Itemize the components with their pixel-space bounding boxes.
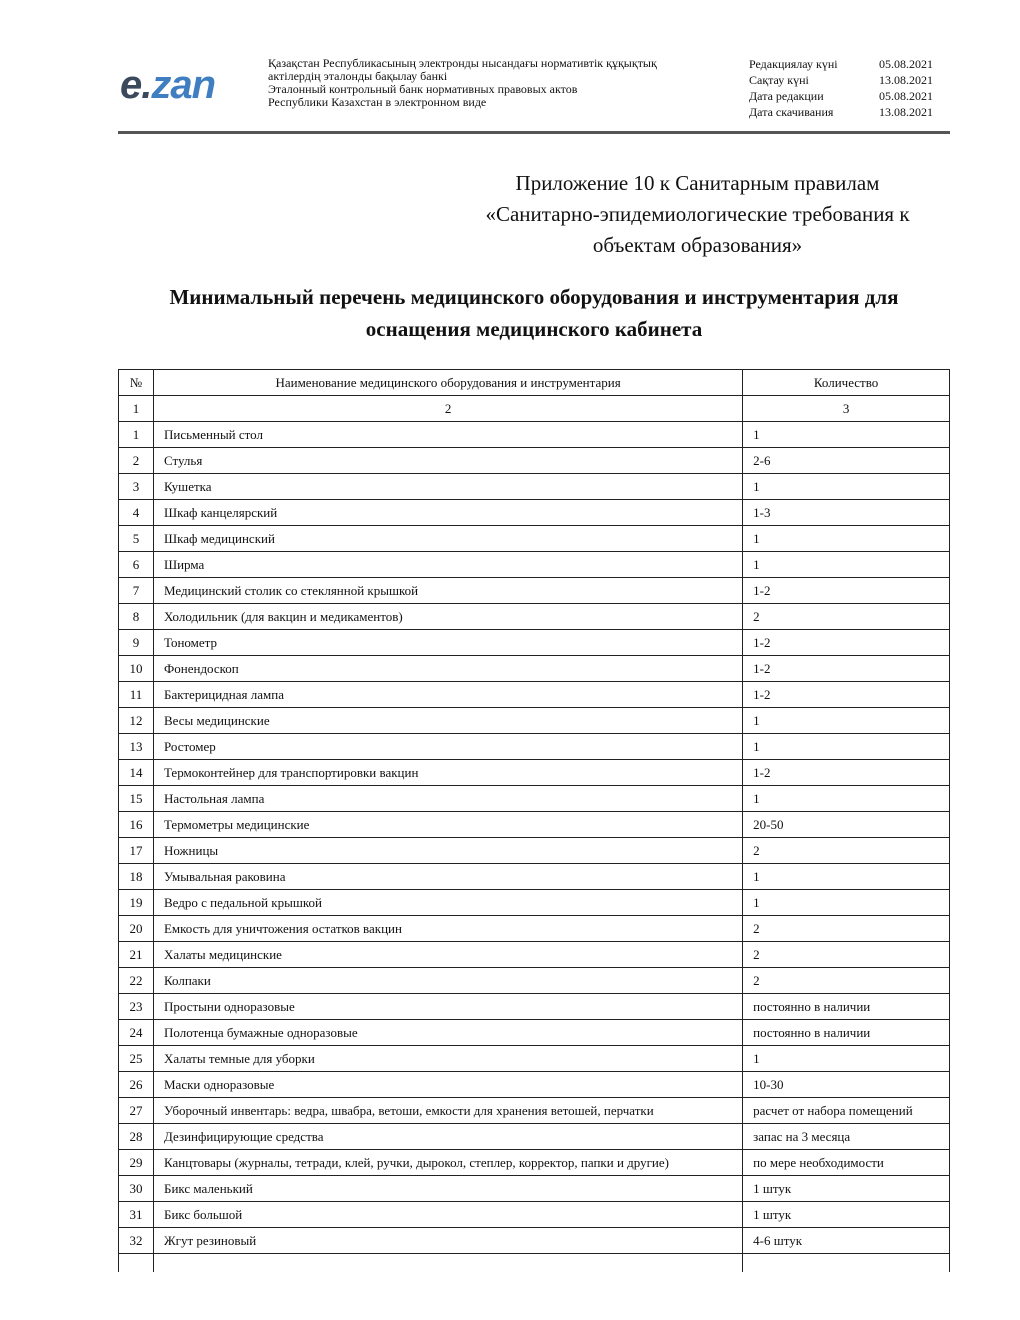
table-row [119, 1176, 950, 1202]
row-number: 12 [119, 708, 154, 734]
row-number: 2 [119, 448, 154, 474]
table-row [119, 474, 950, 500]
item-name: Ножницы [153, 838, 742, 864]
row-number: 6 [119, 552, 154, 578]
row-number: 30 [119, 1176, 154, 1202]
item-name: Халаты медицинские [153, 942, 742, 968]
row-number: 28 [119, 1124, 154, 1150]
row-number: 32 [119, 1228, 154, 1254]
item-name: Емкость для уничтожения остатков вакцин [153, 916, 742, 942]
item-quantity: 2 [743, 942, 950, 968]
item-quantity: 1-2 [743, 682, 950, 708]
item-quantity: 1 [743, 552, 950, 578]
item-name: Полотенца бумажные одноразовые [153, 1020, 742, 1046]
row-number: 29 [119, 1150, 154, 1176]
row-number: 19 [119, 890, 154, 916]
row-number: 15 [119, 786, 154, 812]
table-row [119, 968, 950, 994]
row-number: 10 [119, 656, 154, 682]
item-name: Кушетка [153, 474, 742, 500]
item-quantity: 1 штук [743, 1202, 950, 1228]
item-quantity: 1 [743, 890, 950, 916]
item-quantity: 1-2 [743, 630, 950, 656]
table-row [119, 1150, 950, 1176]
item-name: Шкаф медицинский [153, 526, 742, 552]
table-row [119, 1072, 950, 1098]
table-row [119, 526, 950, 552]
table-row [119, 916, 950, 942]
item-quantity: 1 [743, 474, 950, 500]
table-row [119, 1228, 950, 1254]
item-name: Бактерицидная лампа [153, 682, 742, 708]
ezan-logo: e.zan [120, 63, 216, 107]
date-row: Дата скачивания 13.08.2021 [749, 105, 933, 119]
item-name: Термометры медицинские [153, 812, 742, 838]
table-row [119, 760, 950, 786]
table-row [119, 500, 950, 526]
row-number: 25 [119, 1046, 154, 1072]
item-quantity: 2-6 [743, 448, 950, 474]
header-number: № [119, 370, 154, 396]
item-quantity: 2 [743, 916, 950, 942]
item-name: Дезинфицирующие средства [153, 1124, 742, 1150]
item-name: Шкаф канцелярский [153, 500, 742, 526]
table-row [119, 812, 950, 838]
item-name: Холодильник (для вакцин и медикаментов) [153, 604, 742, 630]
table-row [119, 838, 950, 864]
item-name: Жгут резиновый [153, 1228, 742, 1254]
item-quantity: 1 штук [743, 1176, 950, 1202]
date-row: Дата редакции 05.08.2021 [749, 89, 933, 103]
row-number: 8 [119, 604, 154, 630]
row-number: 31 [119, 1202, 154, 1228]
document-dates [749, 56, 949, 120]
item-name: Колпаки [153, 968, 742, 994]
row-number: 18 [119, 864, 154, 890]
table-row [119, 1202, 950, 1228]
item-name: Уборочный инвентарь: ведра, швабра, ветоши, емкости для хранения ветошей, перчатки [153, 1098, 742, 1124]
table-row [119, 708, 950, 734]
table-row [119, 1020, 950, 1046]
item-quantity: 1 [743, 708, 950, 734]
item-name: Фонендоскоп [153, 656, 742, 682]
row-number: 3 [119, 474, 154, 500]
item-name: Тонометр [153, 630, 742, 656]
table-row [119, 942, 950, 968]
row-number: 13 [119, 734, 154, 760]
item-quantity: 1-2 [743, 578, 950, 604]
row-number: 7 [119, 578, 154, 604]
table-row [119, 552, 950, 578]
row-number: 22 [119, 968, 154, 994]
document-header [118, 55, 950, 133]
document-title: Минимальный перечень медицинского оборудования и инструментария для оснащения медицинского кабинета [169, 285, 899, 341]
item-quantity: 4-6 штук [743, 1228, 950, 1254]
item-name: Настольная лампа [153, 786, 742, 812]
item-name: Бикс маленький [153, 1176, 742, 1202]
table-row [119, 890, 950, 916]
row-number: 24 [119, 1020, 154, 1046]
item-name: Ширма [153, 552, 742, 578]
item-quantity: 1 [743, 864, 950, 890]
item-quantity: запас на 3 месяца [743, 1124, 950, 1150]
date-row: Редакциялау күні 05.08.2021 [749, 57, 933, 71]
row-number: 26 [119, 1072, 154, 1098]
table-row [119, 734, 950, 760]
item-quantity: постоянно в наличии [743, 994, 950, 1020]
item-quantity: 2 [743, 968, 950, 994]
row-number: 23 [119, 994, 154, 1020]
item-quantity: 2 [743, 604, 950, 630]
item-quantity: по мере необходимости [743, 1150, 950, 1176]
item-quantity: 2 [743, 838, 950, 864]
item-name: Термоконтейнер для транспортировки вакцин [153, 760, 742, 786]
column-number-row: 1 2 3 [119, 396, 950, 422]
table-continuation-row [119, 1254, 950, 1273]
item-name: Умывальная раковина [153, 864, 742, 890]
row-number: 1 [119, 422, 154, 448]
table-row [119, 994, 950, 1020]
item-name: Ростомер [153, 734, 742, 760]
item-quantity: 1 [743, 734, 950, 760]
header-name: Наименование медицинского оборудования и инструментария [153, 370, 742, 396]
header-quantity: Количество [743, 370, 950, 396]
table-row [119, 422, 950, 448]
row-number: 21 [119, 942, 154, 968]
table-row [119, 604, 950, 630]
row-number: 9 [119, 630, 154, 656]
item-name: Письменный стол [153, 422, 742, 448]
item-name: Халаты темные для уборки [153, 1046, 742, 1072]
item-quantity: 1 [743, 1046, 950, 1072]
item-name: Медицинский столик со стеклянной крышкой [153, 578, 742, 604]
table-row [119, 1098, 950, 1124]
header-divider [118, 131, 950, 134]
row-number: 14 [119, 760, 154, 786]
item-quantity: расчет от набора помещений [743, 1098, 950, 1124]
row-number: 20 [119, 916, 154, 942]
table-row [119, 864, 950, 890]
item-name: Маски одноразовые [153, 1072, 742, 1098]
item-name: Весы медицинские [153, 708, 742, 734]
item-name: Простыни одноразовые [153, 994, 742, 1020]
table-row [119, 1046, 950, 1072]
row-number: 11 [119, 682, 154, 708]
table-row [119, 656, 950, 682]
item-quantity: 1 [743, 786, 950, 812]
item-quantity: 1 [743, 422, 950, 448]
table-row [119, 578, 950, 604]
item-quantity: 1-3 [743, 500, 950, 526]
item-quantity: 1-2 [743, 760, 950, 786]
item-quantity: 1 [743, 526, 950, 552]
item-quantity: 1-2 [743, 656, 950, 682]
table-row [119, 786, 950, 812]
bank-description: Қазақстан Республикасының электронды нысандағы нормативтік құқықтық актілердің эталонды бақылау банкі Эталонный контрольный банк нормативных правовых актов Республики Казахстан в электронном виде [268, 56, 657, 109]
item-quantity: 10-30 [743, 1072, 950, 1098]
table-row [119, 448, 950, 474]
table-row [119, 1124, 950, 1150]
date-row: Сақтау күні 13.08.2021 [749, 73, 933, 87]
item-name: Стулья [153, 448, 742, 474]
item-name: Канцтовары (журналы, тетради, клей, ручки, дырокол, степлер, корректор, папки и другие) [153, 1150, 742, 1176]
row-number: 27 [119, 1098, 154, 1124]
table-row [119, 630, 950, 656]
table-row [119, 682, 950, 708]
row-number: 17 [119, 838, 154, 864]
equipment-table [118, 369, 950, 1272]
row-number: 4 [119, 500, 154, 526]
row-number: 5 [119, 526, 154, 552]
item-name: Ведро с педальной крышкой [153, 890, 742, 916]
appendix-reference: Приложение 10 к Санитарным правилам «Санитарно-эпидемиологические требования к объектам образования» [485, 171, 910, 257]
item-quantity: 20-50 [743, 812, 950, 838]
item-quantity: постоянно в наличии [743, 1020, 950, 1046]
table-header-row [119, 370, 950, 396]
row-number: 16 [119, 812, 154, 838]
item-name: Бикс большой [153, 1202, 742, 1228]
